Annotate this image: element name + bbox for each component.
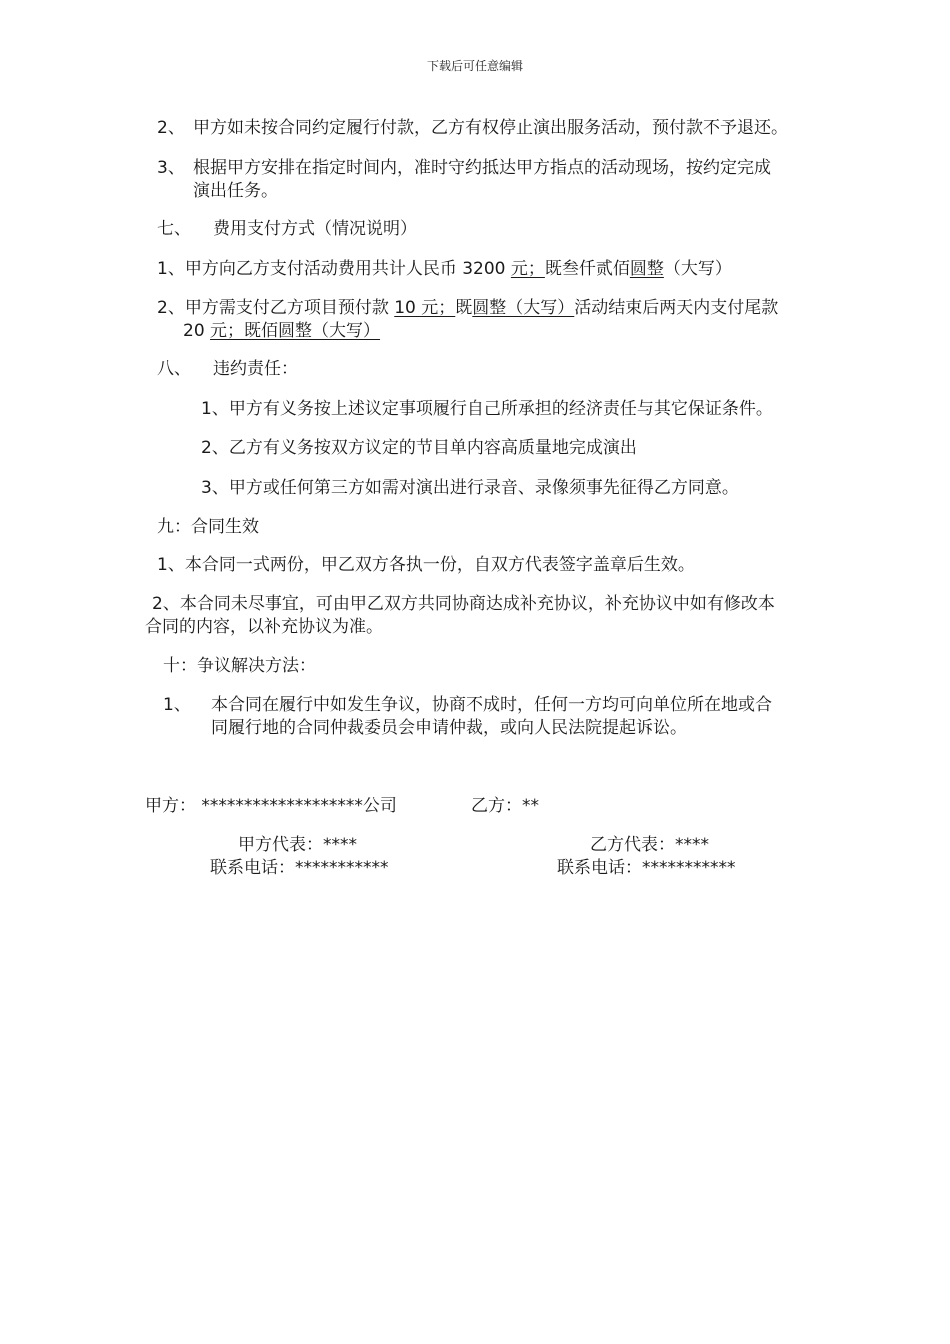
section-10-heading: 十：争议解决方法： <box>163 656 316 676</box>
party-a-phone: 联系电话：*********** <box>210 858 389 878</box>
payment-item-1-prefix: 1、甲方向乙方支付活动费用共计人民币 3200 <box>157 259 511 279</box>
page-header: 下载后可任意编辑 <box>426 59 523 73</box>
section-8-number: 八、 <box>157 359 191 379</box>
item-2-number: 2、 <box>157 118 185 138</box>
effect-item-2-line2: 合同的内容，以补充协议为准。 <box>145 617 383 637</box>
section-9-heading: 九：合同生效 <box>157 517 259 537</box>
liability-item-1: 1、甲方有义务按上述议定事项履行自己所承担的经济责任与其它保证条件。 <box>201 399 773 419</box>
item-3-line2: 演出任务。 <box>193 181 278 201</box>
party-a-signature: 甲方： *******************公司 <box>145 796 397 816</box>
liability-item-2: 2、乙方有义务按双方议定的节目单内容高质量地完成演出 <box>201 438 637 458</box>
liability-item-3: 3、甲方或任何第三方如需对演出进行录音、录像须事先征得乙方同意。 <box>201 478 739 498</box>
payment-item-2-line1 <box>157 296 778 320</box>
payment-item-2-suffix: 活动结束后两天内支付尾款 <box>574 298 779 318</box>
section-7-heading: 费用支付方式（情况说明） <box>213 219 417 239</box>
payment-item-2-line2 <box>183 319 380 343</box>
party-a-representative: 甲方代表：**** <box>238 835 357 855</box>
payment-item-2-whole: 圆整（大写） <box>472 298 575 318</box>
payment-item-2-line2-underlined: 元；既佰圆整（大写） <box>210 321 381 341</box>
party-b-representative: 乙方代表：**** <box>590 835 709 855</box>
payment-item-2-prefix: 2、甲方需支付乙方项目预付款 <box>157 298 395 318</box>
party-b-signature: 乙方：** <box>471 796 539 816</box>
payment-item-2-line2-prefix: 20 <box>183 321 211 341</box>
section-7-number: 七、 <box>157 219 191 239</box>
dispute-item-line2: 同履行地的合同仲裁委员会申请仲裁，或向人民法院提起诉讼。 <box>211 718 687 738</box>
payment-item-1-mid: 既叁仟贰佰 <box>544 259 630 279</box>
payment-item-1-whole: 圆整 <box>629 259 664 279</box>
effect-item-1: 1、本合同一式两份，甲乙双方各执一份，自双方代表签字盖章后生效。 <box>157 555 695 575</box>
payment-item-2-amount: 10 元； <box>394 298 456 318</box>
dispute-item-number: 1、 <box>163 695 191 715</box>
item-3-line1: 根据甲方安排在指定时间内，准时守约抵达甲方指点的活动现场，按约定完成 <box>193 158 771 178</box>
payment-item-1 <box>157 257 732 281</box>
dispute-item-line1: 本合同在履行中如发生争议，协商不成时，任何一方均可向单位所在地或合 <box>211 695 772 715</box>
payment-item-1-unit: 元； <box>510 259 545 279</box>
section-8-heading: 违约责任： <box>213 359 298 379</box>
payment-item-2-mid: 既 <box>455 298 473 318</box>
payment-item-1-suffix: （大写） <box>663 259 732 279</box>
item-2-text: 甲方如未按合同约定履行付款，乙方有权停止演出服务活动，预付款不予退还。 <box>193 118 788 138</box>
party-b-phone: 联系电话：*********** <box>557 858 736 878</box>
item-3-number: 3、 <box>157 158 185 178</box>
effect-item-2-line1: 2、本合同未尽事宜，可由甲乙双方共同协商达成补充协议，补充协议中如有修改本 <box>152 594 775 614</box>
